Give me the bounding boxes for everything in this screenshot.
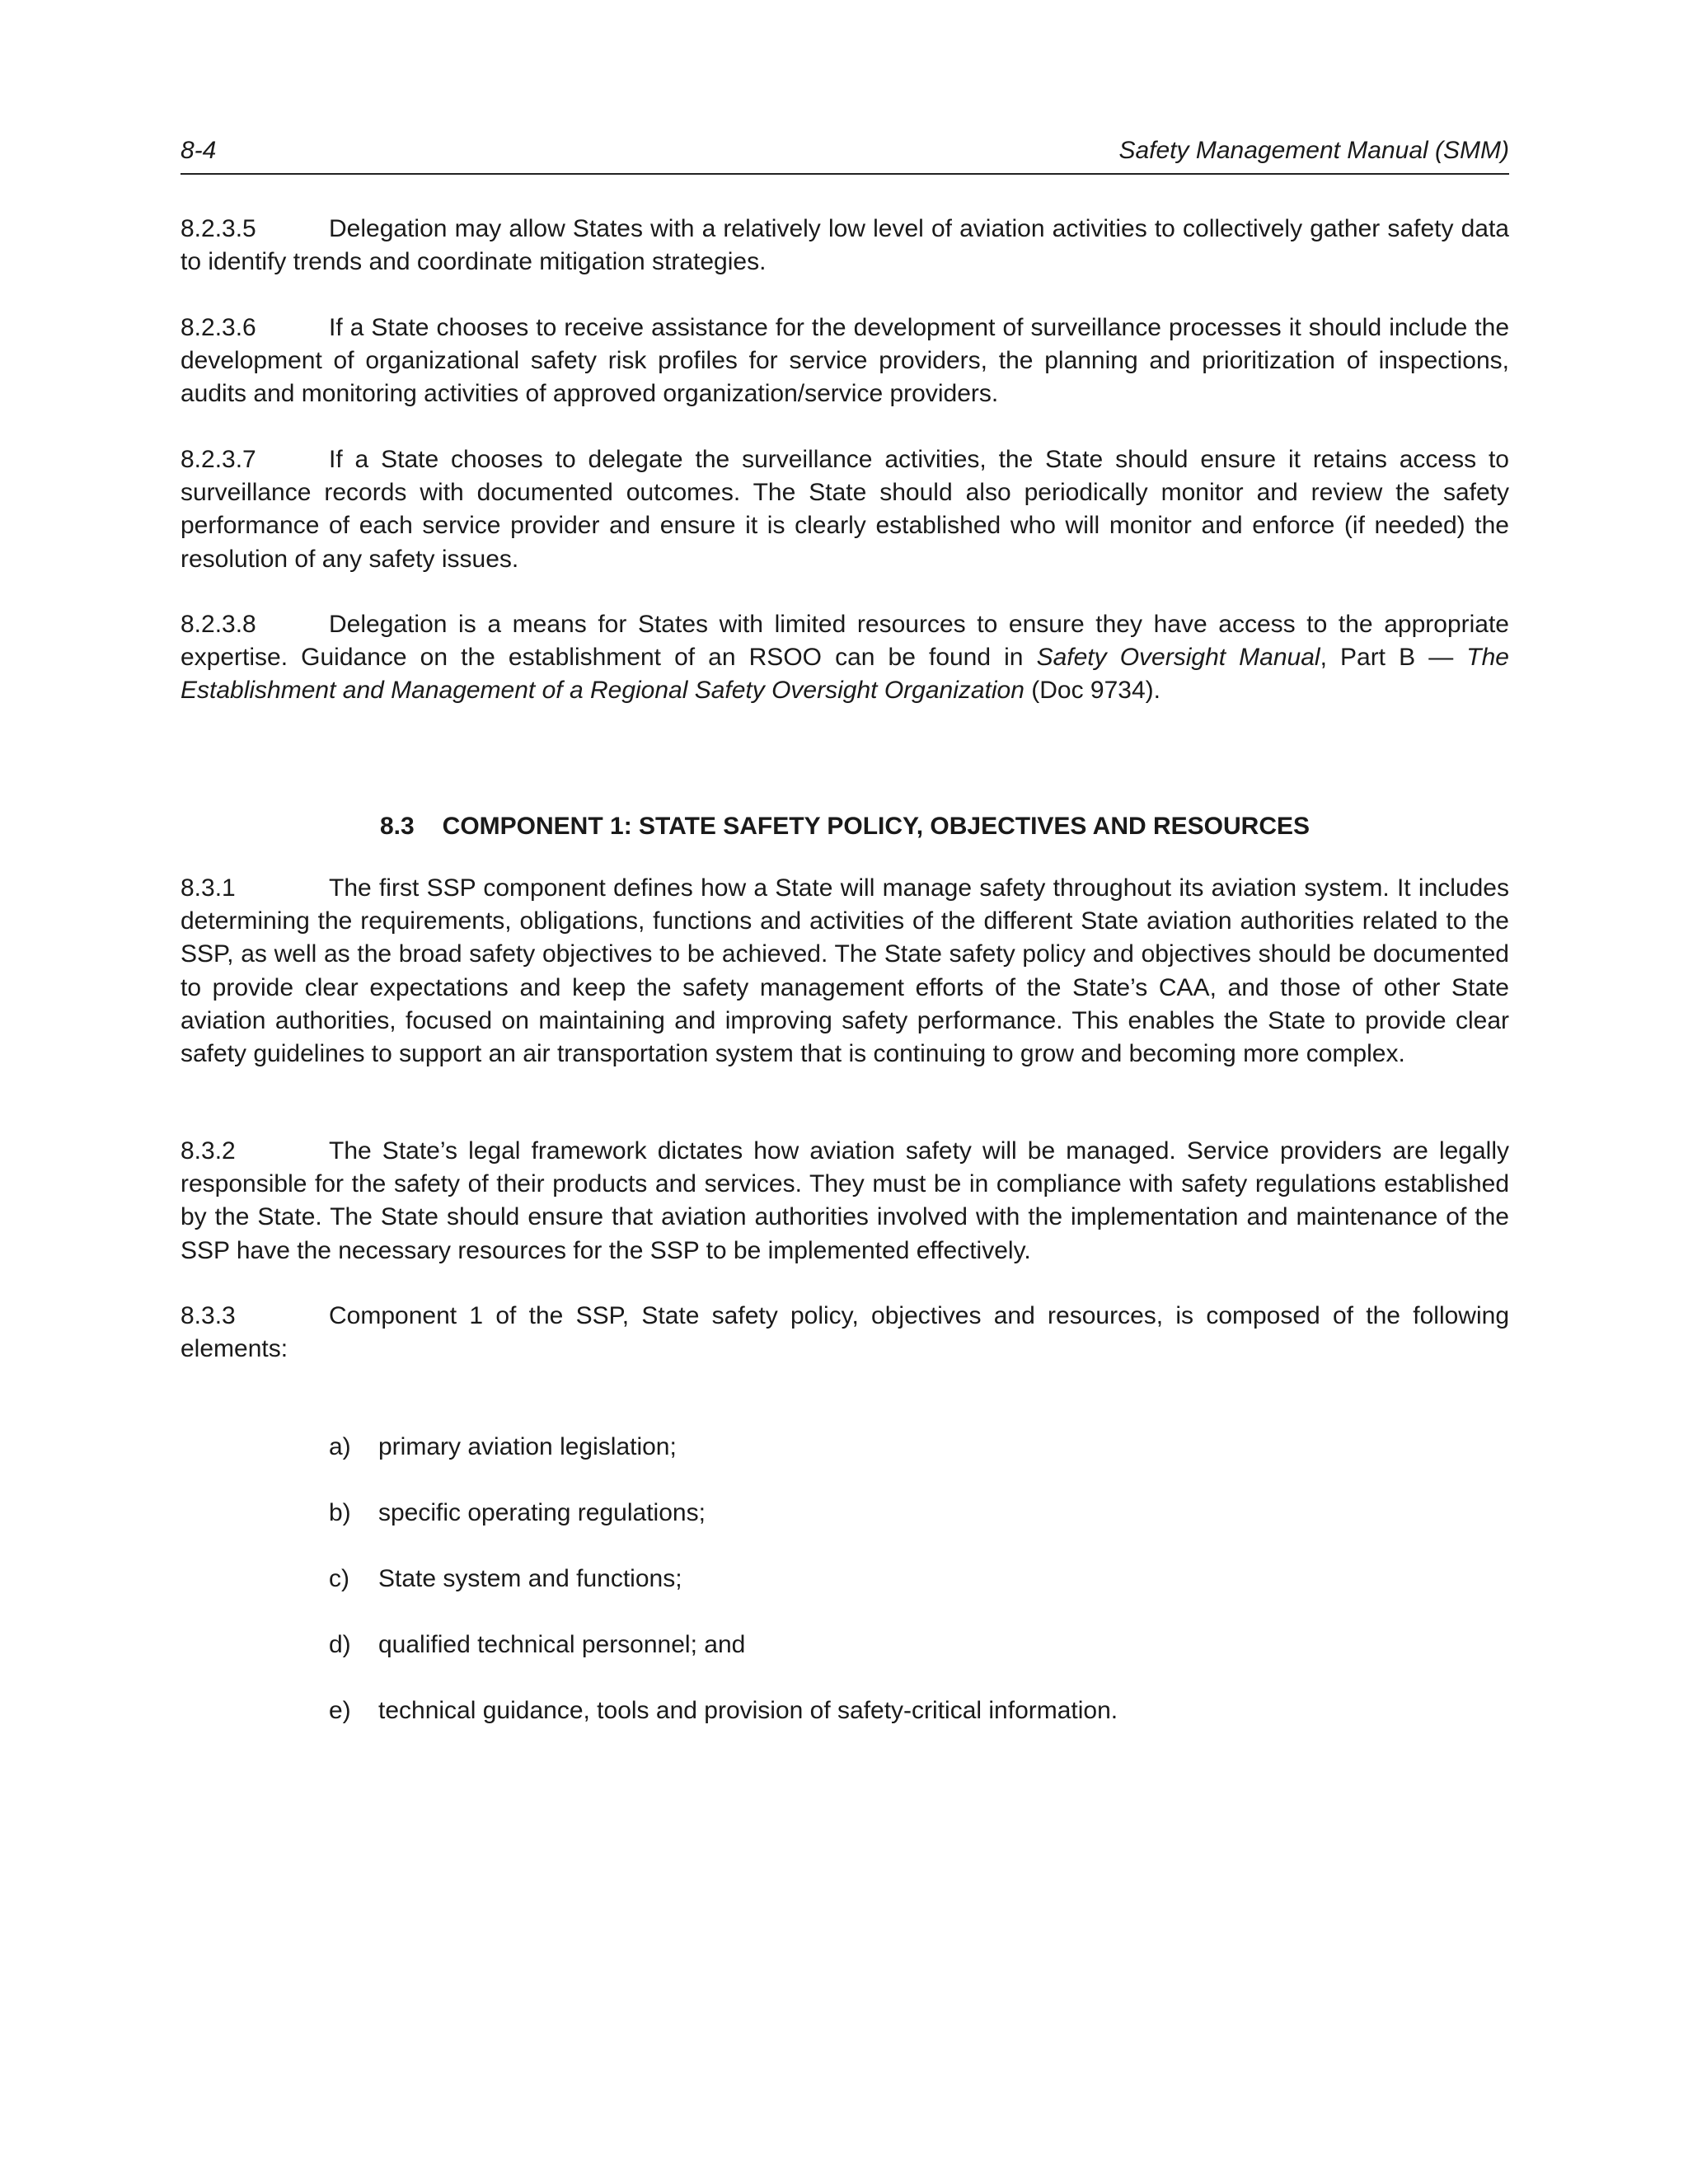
paragraph-text: (Doc 9734). [1024, 677, 1160, 705]
paragraph-text: The State’s legal framework dictates how aviation safety will be managed. Service providers are legally responsible for the safety of their products and services. They must be in compliance with safety regulations established by the State. The State should ensure that aviation authorities involved with the implementation and maintenance of the SSP have the necessary resources for the SSP to be implemented effectively. [181, 1137, 1509, 1264]
paragraph-number: 8.2.3.5 [181, 215, 256, 242]
list-letter: b) [329, 1499, 351, 1526]
list-item [329, 1563, 682, 1596]
section-number: 8.3 [379, 813, 415, 840]
paragraph-8-2-3-6 [181, 312, 1509, 411]
list-letter: a) [329, 1433, 351, 1460]
paragraph-8-2-3-5 [181, 213, 1509, 279]
list-text: specific operating regulations; [378, 1499, 706, 1526]
paragraph-text: Delegation is a means for States with limited resources to ensure they have access to the appropriate expertise. Guidance on the establishment of an RSOO can be found in [181, 611, 1509, 672]
list-text: primary aviation legislation; [378, 1433, 677, 1460]
list-letter: e) [329, 1697, 351, 1724]
paragraph-text: Component 1 of the SSP, State safety policy, objectives and resources, is composed of the following elements: [181, 1302, 1509, 1363]
paragraph-number: 8.2.3.6 [181, 314, 256, 341]
paragraph-text: Delegation may allow States with a relatively low level of aviation activities to collectively gather safety data to identify trends and coordinate mitigation strategies. [181, 215, 1509, 276]
paragraph-number: 8.2.3.7 [181, 446, 256, 473]
paragraph-text: If a State chooses to receive assistance for the development of surveillance processes it should include the development of organizational safety risk profiles for service providers, the planning and prioritization of inspections, audits and monitoring activities of approved organization/service providers. [181, 314, 1509, 408]
paragraph-8-2-3-8 [181, 608, 1509, 708]
section-heading [181, 810, 1509, 843]
list-letter: c) [329, 1565, 349, 1592]
list-letter: d) [329, 1631, 351, 1658]
italic-title: The Establishment and Management of a Regional Safety Oversight Organization [181, 644, 1509, 705]
italic-title: Safety Oversight Manual [1036, 644, 1320, 672]
document-title: Safety Management Manual (SMM) [1118, 137, 1509, 164]
section-title: COMPONENT 1: STATE SAFETY POLICY, OBJECTIVES AND RESOURCES [442, 813, 1311, 840]
paragraph-text: If a State chooses to delegate the surveillance activities, the State should ensure it retains access to surveillance records with documented outcomes. The State should also periodically monitor and review the safety performance of each service provider and ensure it is clearly established who will monitor and enforce (if needed) the resolution of any safety issues. [181, 446, 1509, 573]
list-text: technical guidance, tools and provision of safety-critical information. [378, 1697, 1118, 1724]
paragraph-8-3-3 [181, 1300, 1509, 1366]
list-text: State system and functions; [378, 1565, 682, 1592]
list-item [329, 1694, 1118, 1727]
list-item [329, 1497, 706, 1530]
list-text: qualified technical personnel; and [378, 1631, 746, 1658]
paragraph-8-3-2 [181, 1135, 1509, 1268]
paragraph-number: 8.3.2 [181, 1137, 236, 1165]
paragraph-text: , Part B — [1320, 644, 1467, 672]
paragraph-text: The first SSP component defines how a State will manage safety throughout its aviation system. It includes determining the requirements, obligations, functions and activities of the different State aviation authorities related to the SSP, as well as the broad safety objectives to be achieved. The State safety policy and objectives should be documented to provide clear expectations and keep the safety management efforts of the State’s CAA, and those of other State aviation authorities, focused on maintaining and improving safety performance. This enables the State to provide clear safety guidelines to support an air transportation system that is continuing to grow and becoming more complex. [181, 874, 1509, 1068]
page-number: 8-4 [181, 137, 217, 164]
page-header [181, 130, 1509, 175]
paragraph-number: 8.3.3 [181, 1302, 236, 1329]
list-item [329, 1431, 677, 1464]
paragraph-8-3-1 [181, 872, 1509, 1071]
paragraph-8-2-3-7 [181, 443, 1509, 576]
paragraph-number: 8.2.3.8 [181, 611, 256, 638]
list-item [329, 1629, 745, 1661]
paragraph-number: 8.3.1 [181, 874, 236, 902]
